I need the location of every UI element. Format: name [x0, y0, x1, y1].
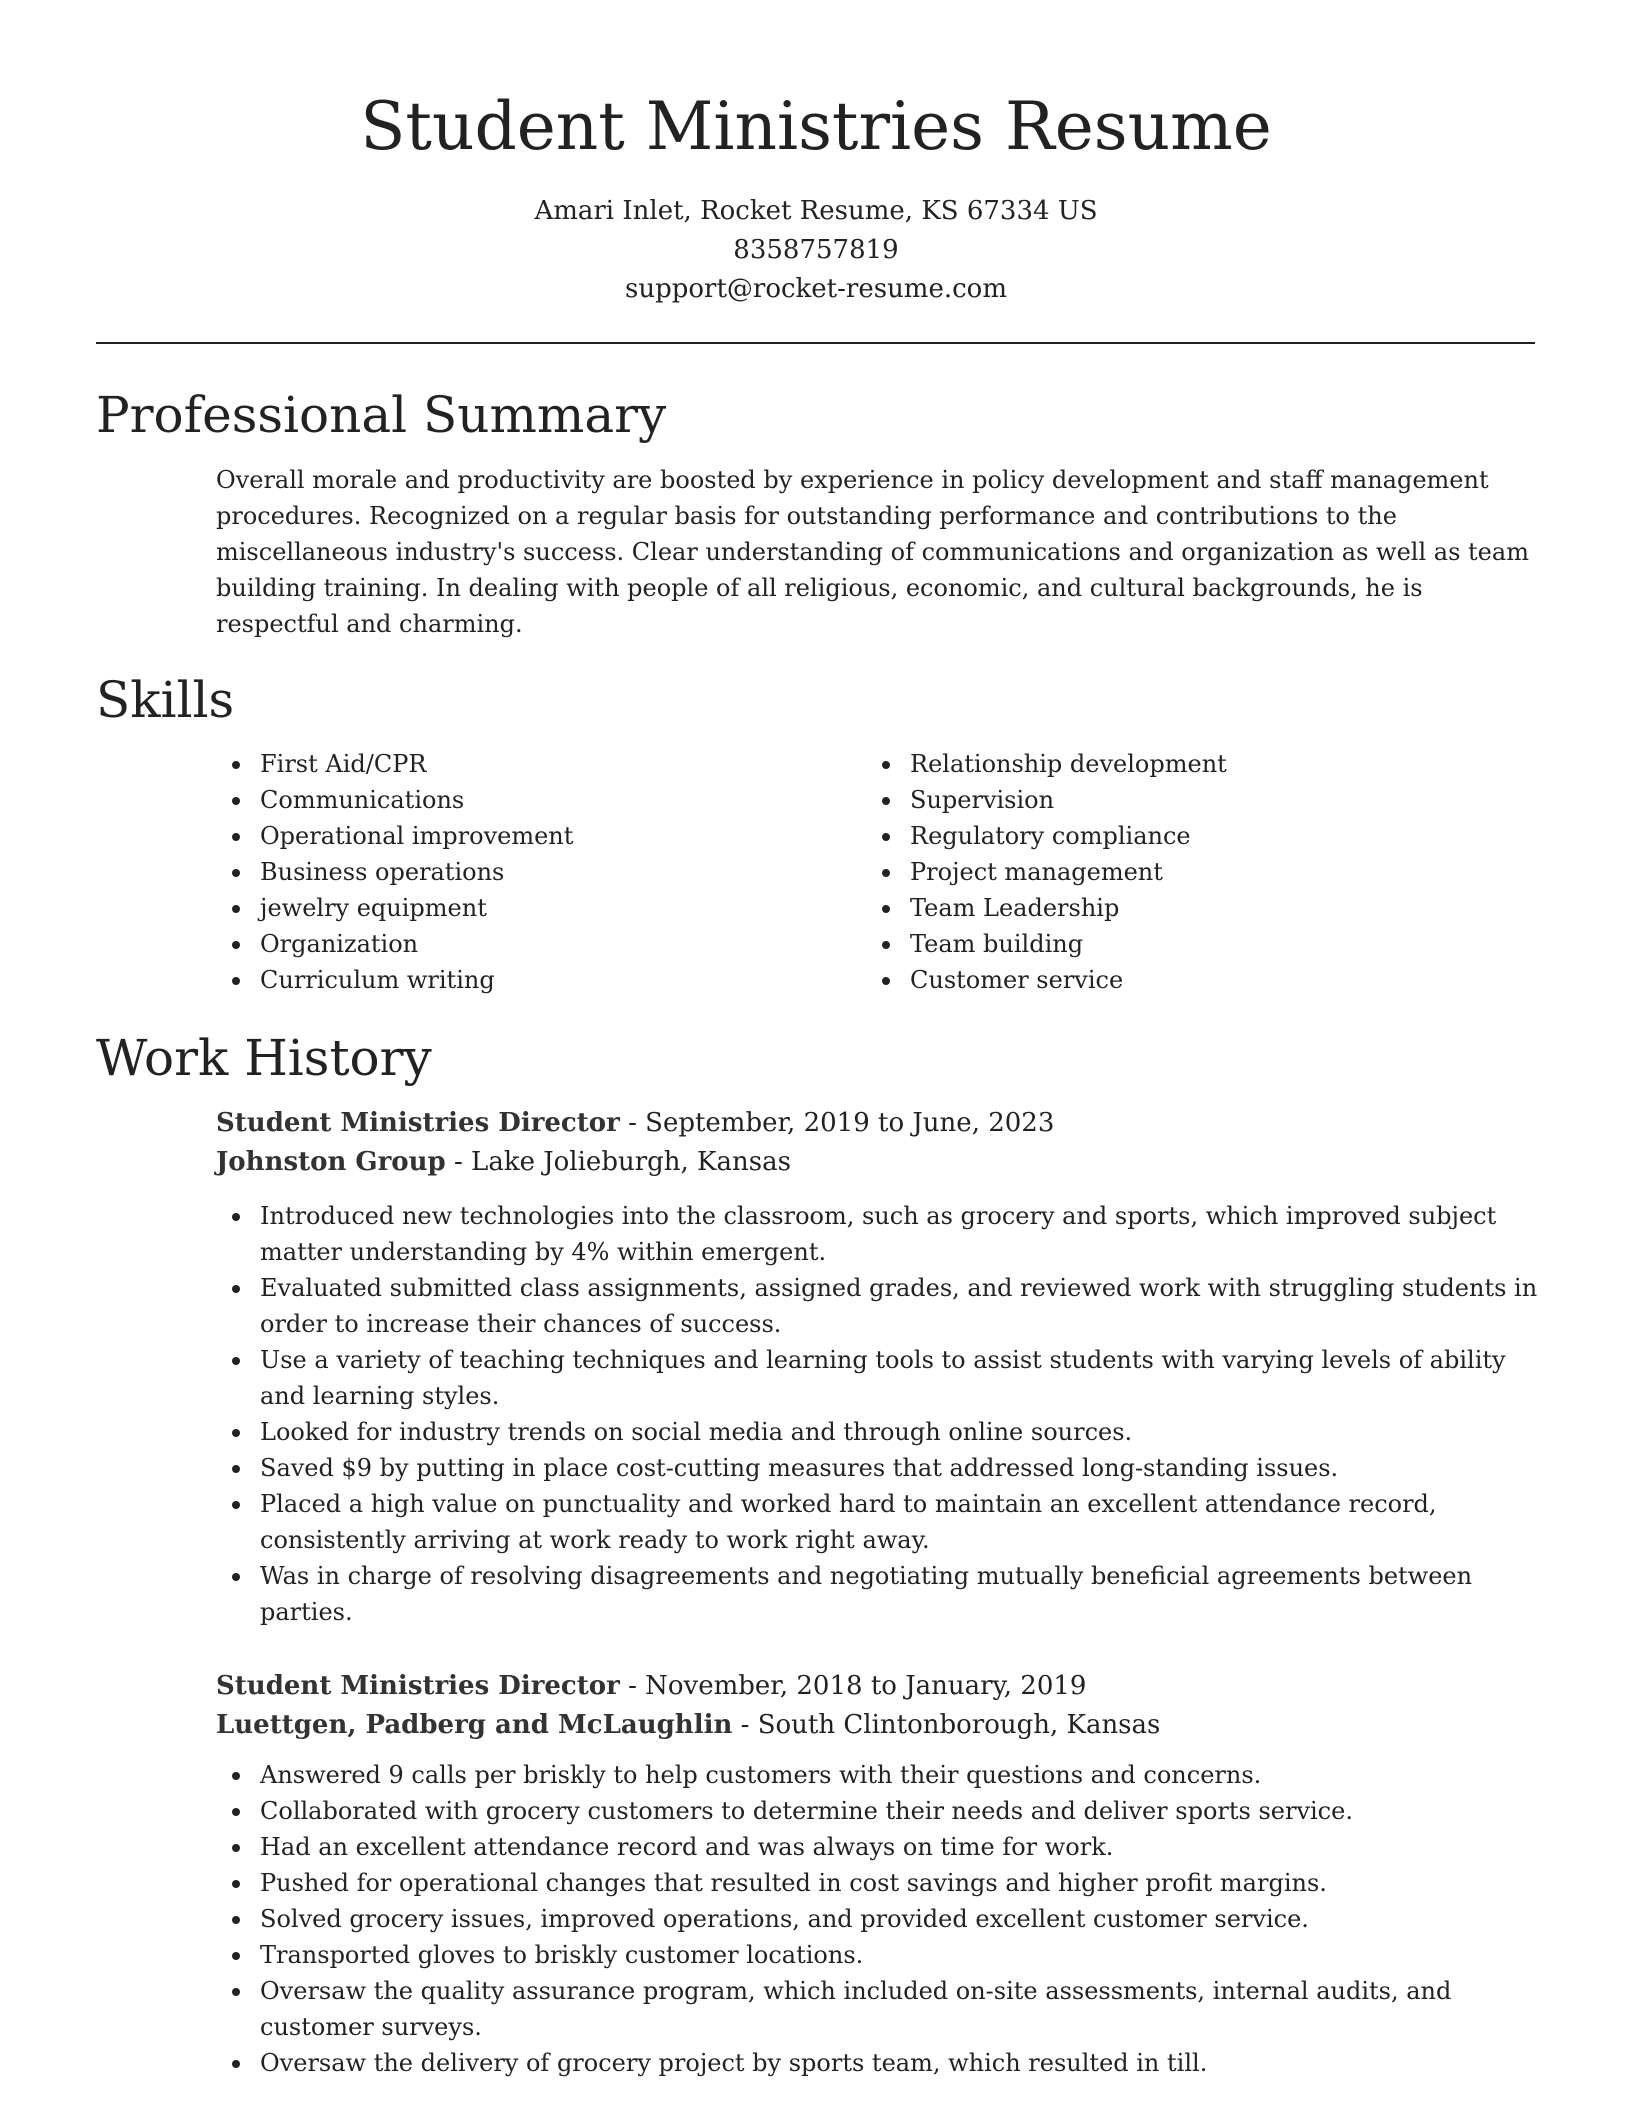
job-bullet: Introduced new technologies into the classroom, such as grocery and sports, which improved subject matter understanding by 4% within emergent. — [216, 1198, 1546, 1270]
contact-block — [0, 192, 1632, 309]
summary-paragraph: Overall morale and productivity are boosted by experience in policy development and staff management procedures. Recognized on a regular basis for outstanding performance and contributions to the miscellaneous industry's success. Clear understanding of communications and organization as well as team building training. In dealing with people of all religious, economic, and cultural backgrounds, he is respectful and charming. — [216, 466, 1529, 638]
job-bullet: Transported gloves to briskly customer locations. — [216, 1937, 1546, 1973]
job-bullet: Pushed for operational changes that resulted in cost savings and higher profit margins. — [216, 1865, 1546, 1901]
job-title: Student Ministries Director — [216, 1108, 620, 1138]
job-bullets — [216, 1757, 1546, 2081]
job-title-line — [216, 1666, 1086, 1706]
job-bullet: Use a variety of teaching techniques and learning tools to assist students with varying levels of ability and learning styles. — [216, 1342, 1546, 1414]
skill-item: Relationship development — [866, 746, 1466, 782]
job-title-line — [216, 1103, 1054, 1143]
job-bullet: Looked for industry trends on social media and through online sources. — [216, 1414, 1546, 1450]
skill-item: Business operations — [216, 854, 816, 890]
skill-item: Operational improvement — [216, 818, 816, 854]
job-title: Student Ministries Director — [216, 1671, 620, 1701]
skills-list-right — [866, 746, 1466, 998]
job-bullet: Oversaw the delivery of grocery project by sports team, which resulted in till. — [216, 2045, 1546, 2081]
job-bullet: Answered 9 calls per briskly to help customers with their questions and concerns. — [216, 1757, 1546, 1793]
skill-item: First Aid/CPR — [216, 746, 816, 782]
job-bullet: Evaluated submitted class assignments, assigned grades, and reviewed work with struggling students in order to increase their chances of success. — [216, 1270, 1546, 1342]
job-bullet: Was in charge of resolving disagreements and negotiating mutually beneficial agreements between parties. — [216, 1558, 1546, 1630]
skill-item: jewelry equipment — [216, 890, 816, 926]
job-company-line — [216, 1142, 791, 1182]
job-dates: - November, 2018 to January, 2019 — [619, 1671, 1087, 1701]
resume-title: Student Ministries Resume — [360, 88, 1272, 165]
job-company: Luettgen, Padberg and McLaughlin — [216, 1710, 733, 1740]
job-bullet: Collaborated with grocery customers to determine their needs and deliver sports service. — [216, 1793, 1546, 1829]
skills-list-left — [216, 746, 816, 998]
section-heading-skills: Skills — [96, 671, 235, 729]
job-bullet: Had an excellent attendance record and was always on time for work. — [216, 1829, 1546, 1865]
skill-item: Supervision — [866, 782, 1466, 818]
job-location: - South Clintonborough, Kansas — [732, 1710, 1161, 1740]
job-bullet: Oversaw the quality assurance program, which included on-site assessments, internal audits, and customer surveys. — [216, 1973, 1546, 2045]
job-company-line — [216, 1705, 1160, 1745]
job-bullet: Placed a high value on punctuality and worked hard to maintain an excellent attendance record, consistently arriving at work ready to work right away. — [216, 1486, 1546, 1558]
skill-item: Curriculum writing — [216, 962, 816, 998]
contact-email: support@rocket-resume.com — [624, 274, 1007, 304]
job-bullet: Solved grocery issues, improved operations, and provided excellent customer service. — [216, 1901, 1546, 1937]
job-bullets — [216, 1198, 1546, 1630]
skill-item: Team building — [866, 926, 1466, 962]
job-dates: - September, 2019 to June, 2023 — [619, 1108, 1055, 1138]
skill-item: Organization — [216, 926, 816, 962]
skill-item: Customer service — [866, 962, 1466, 998]
skill-item: Team Leadership — [866, 890, 1466, 926]
job-location: - Lake Jolieburgh, Kansas — [445, 1147, 791, 1177]
job-company: Johnston Group — [216, 1147, 446, 1177]
section-heading-work-history: Work History — [96, 1029, 432, 1087]
skill-item: Project management — [866, 854, 1466, 890]
section-heading-summary: Professional Summary — [96, 386, 667, 444]
contact-phone: 8358757819 — [733, 235, 899, 265]
skill-item: Regulatory compliance — [866, 818, 1466, 854]
job-bullet: Saved $9 by putting in place cost-cutting measures that addressed long-standing issues. — [216, 1450, 1546, 1486]
skill-item: Communications — [216, 782, 816, 818]
contact-address: Amari Inlet, Rocket Resume, KS 67334 US — [534, 196, 1098, 226]
header-divider — [96, 342, 1535, 344]
